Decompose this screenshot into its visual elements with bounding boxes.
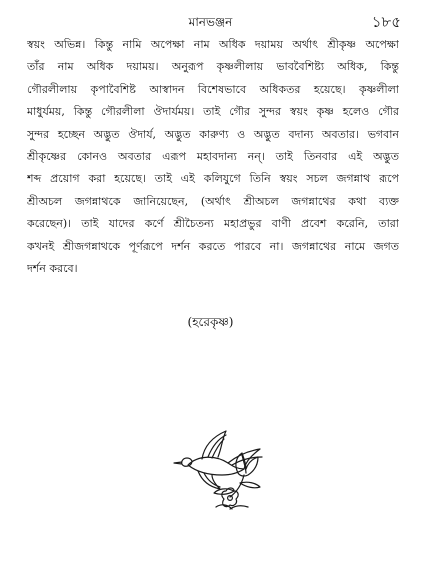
- body-line: শ্রীঅচল জগন্নাথকে জানিয়েছেন, (অর্থাৎ শ্রীঅচল জগন্নাথের কথা ব্যক্ত: [27, 194, 399, 208]
- bird-beak: [174, 462, 182, 464]
- body-line: সুন্দর হচ্ছেন অদ্ভুত ঔদার্য, অদ্ভুত কারুণ্য ও অদ্ভুত বদান্য অবতার। ভগবান: [27, 127, 399, 141]
- body-line: দর্শন করবে।: [27, 262, 78, 276]
- flower-stem: [230, 475, 244, 497]
- body-paragraph: [27, 34, 399, 280]
- body-line: স্বয়ং অভিন্ন। কিন্তু নামি অপেক্ষা নাম অধিক দয়াময় অর্থাৎ শ্রীকৃষ্ণ অপেক্ষা: [27, 38, 399, 51]
- closing-note: (হরেকৃষ্ণ): [187, 315, 234, 329]
- flower-bloom: [236, 453, 258, 476]
- flower-leaf: [240, 482, 260, 488]
- body-line: গৌরলীলায় কৃপাবৈশিষ্ট আস্বাদন বিশেষভাবে অধিকতর হয়েছে। কৃষ্ণলীলা: [27, 82, 399, 96]
- body-line: কখনই শ্রীজগন্নাথকে পূর্ণরূপে দর্শন করতে পারবে না। জগন্নাথের নামে জগত: [27, 239, 399, 253]
- body-line: শ্রীকৃষ্ণের কোনও অবতার এরূপ মহাবদান্য নন্। তাই তিনবার এই অদ্ভুত: [27, 150, 399, 164]
- body-line: করেছেন)। তাই যাদের কর্ণে শ্রীচৈতন্য মহাপ্রভুর বাণী প্রবেশ করেনি, তারা: [27, 217, 399, 231]
- body-line: শব্দ প্রয়োগ করা হয়েছে। তাই এই কলিযুগে তিনি স্বয়ং সচল জগন্নাথ রূপে: [27, 172, 399, 186]
- running-header-title: মানভঞ্জন: [188, 15, 233, 29]
- body-line: মাধুর্যময়, কিন্তু গৌরলীলা ঔদার্যময়। তাই গৌর সুন্দর স্বয়ং কৃষ্ণ হলেও গৌর: [27, 105, 399, 119]
- bird-and-flower-icon: [168, 425, 273, 515]
- page-number: ১৮৫: [371, 13, 401, 31]
- body-line: তাঁর নাম অধিক দয়াময়। অনুরূপ কৃষ্ণলীলায় ভাববৈশিষ্ট্য অধিক, কিন্তু: [27, 60, 399, 74]
